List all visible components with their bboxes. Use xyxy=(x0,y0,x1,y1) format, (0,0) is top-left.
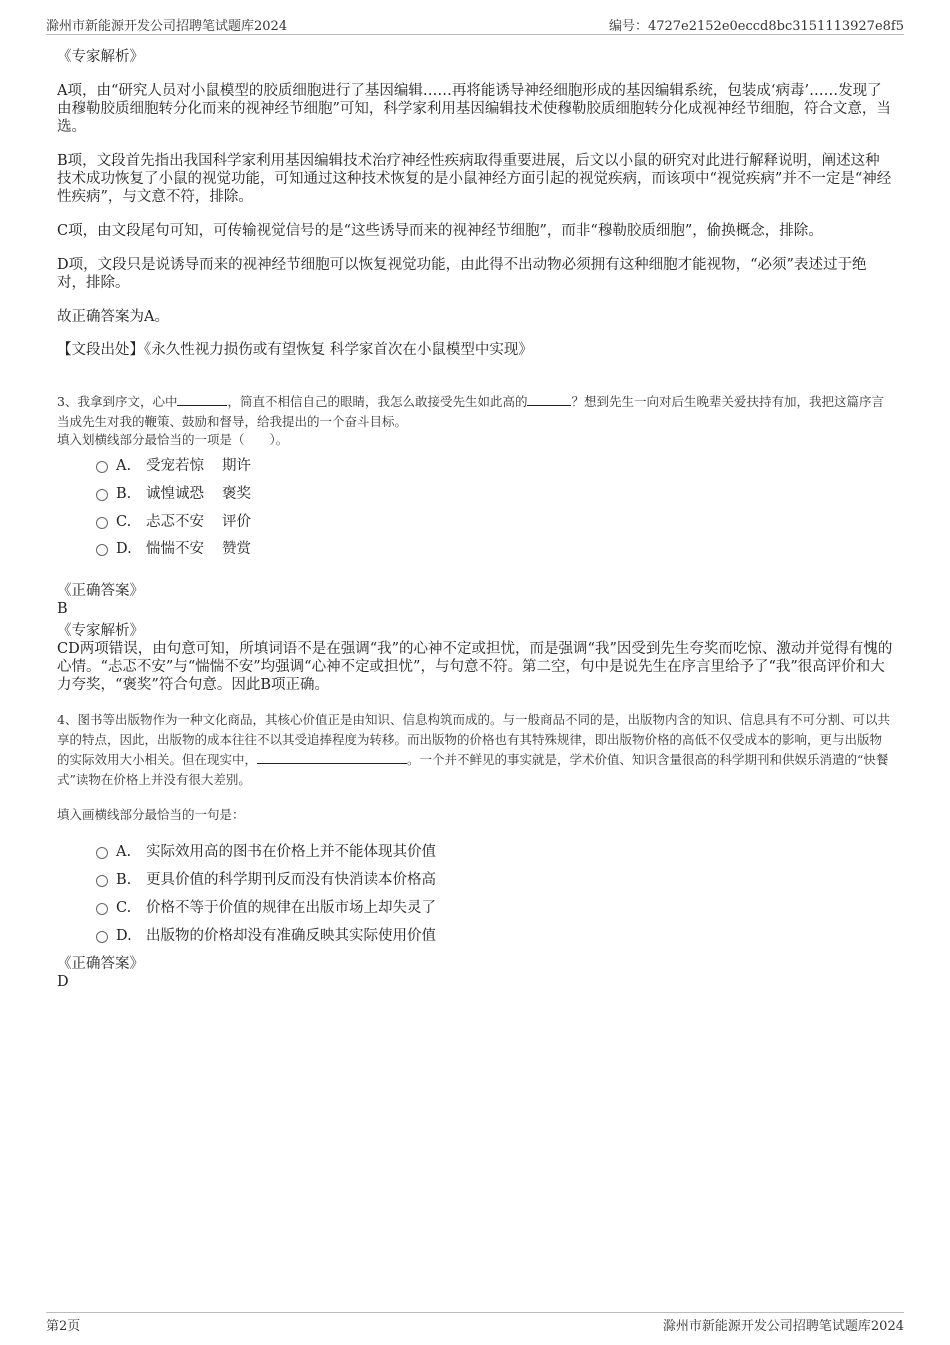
radio-icon[interactable] xyxy=(96,903,108,915)
header-serial: 编号：4727e2152e0eccd8bc3151113927e8f5 xyxy=(608,19,904,34)
q4-stem-part2: 。一个并不鲜见的事实就是，学术价值、知识含量很高的科学期刊和供娱乐消遣的“快餐式”读物在价格上并没有很大差别。 xyxy=(57,752,889,787)
q4-prompt: 填入画横线部分最恰当的一句是： xyxy=(57,807,245,822)
radio-icon[interactable] xyxy=(96,489,108,501)
q3-analysis-title: 《专家解析》 xyxy=(57,623,144,639)
page-header xyxy=(46,12,904,35)
q2-source: 【文段出处】《永久性视力损伤或有望恢复 科学家首次在小鼠模型中实现》 xyxy=(57,342,533,358)
page-number: 第2页 xyxy=(46,1319,81,1334)
q3-option-a[interactable]: A. 受宠若惊 期许 xyxy=(96,454,251,476)
radio-icon[interactable] xyxy=(96,931,108,943)
q2-analysis-title: 《专家解析》 xyxy=(57,49,144,65)
q4-option-a[interactable]: A. 实际效用高的图书在价格上并不能体现其价值 xyxy=(96,840,436,862)
q2-conclusion: 故正确答案为A。 xyxy=(57,309,169,325)
q4-stem xyxy=(57,710,893,790)
q3-blank-1 xyxy=(177,393,227,406)
footer-title: 滁州市新能源开发公司招聘笔试题库2024 xyxy=(662,1319,904,1334)
q3-stem-part3: ？想到先生一向对后生晚辈关爱扶持有加，我把这篇序言当成先生对我的鞭策、鼓励和督导，给我提出的一个奋斗目标。 xyxy=(57,394,884,429)
q3-answer: B xyxy=(57,601,68,617)
q3-analysis: CD两项错误，由句意可知，所填词语不是在强调“我”的心神不定或担忧，而是强调“我”因受到先生夸奖而吃惊、激动并觉得有愧的心情。“忐忑不安”与“惴惴不安”均强调“心神不定或担忧”，与句意不符。第二空，句中是说先生在序言里给予了“我”很高评价和大力夸奖，“褒奖”符合句意。因此B项正确。 xyxy=(57,641,893,693)
q4-stem-part1: 4、图书等出版物作为一种文化商品，其核心价值正是由知识、信息构筑而成的。与一般商品不同的是，出版物内含的知识、信息具有不可分割、可以共享的特点，因此，出版物的成本往往不以其受追捧程度为转移。而出版物的价格也有其特殊规律，即出版物价格的高低不仅受成本的影响，更与出版物的实际效用大小相关。但在现实中， xyxy=(57,712,890,767)
q2-analysis-a: A项，由“研究人员对小鼠模型的胶质细胞进行了基因编辑……再将能诱导神经细胞形成的基因编辑系统，包装成‘病毒’……发现了由穆勒胶质细胞转分化而来的视神经节细胞”可知，科学家利用基因编辑技术使穆勒胶质细胞转分化成视神经节细胞，符合文意，当选。 xyxy=(57,83,891,135)
radio-icon[interactable] xyxy=(96,847,108,859)
q4-answer-title: 《正确答案》 xyxy=(57,956,144,972)
q2-analysis-b: B项，文段首先指出我国科学家利用基因编辑技术治疗神经性疾病取得重要进展，后文以小鼠的研究对此进行解释说明，阐述这种技术成功恢复了小鼠的视觉功能，可知通过这种技术恢复的是小鼠神经方面引起的视觉疾病，而该项中“视觉疾病”并不一定是“神经性疾病”，与文意不符，排除。 xyxy=(57,153,892,205)
q2-analysis-d: D项，文段只是说诱导而来的视神经节细胞可以恢复视觉功能，由此得不出动物必须拥有这种细胞才能视物，“必须”表述过于绝对，排除。 xyxy=(57,257,867,291)
q2-analysis-c: C项，由文段尾句可知，可传输视觉信号的是“这些诱导而来的视神经节细胞”，而非“穆勒胶质细胞”，偷换概念，排除。 xyxy=(57,223,823,239)
q3-stem xyxy=(57,392,893,432)
q4-answer: D xyxy=(57,974,69,990)
page-footer xyxy=(46,1312,904,1337)
q4-option-d[interactable]: D. 出版物的价格却没有准确反映其实际使用价值 xyxy=(96,924,436,946)
q3-stem-part2: ，简直不相信自己的眼睛，我怎么敢接受先生如此高的 xyxy=(227,394,528,409)
q3-stem-part1: 3、我拿到序文，心中 xyxy=(57,394,178,409)
q3-answer-title: 《正确答案》 xyxy=(57,583,144,599)
radio-icon[interactable] xyxy=(96,517,108,529)
q4-blank xyxy=(257,751,407,764)
q3-blank-2 xyxy=(527,393,571,406)
radio-icon[interactable] xyxy=(96,461,108,473)
q4-option-b[interactable]: B. 更具价值的科学期刊反而没有快消读本价格高 xyxy=(96,868,436,890)
q3-prompt: 填入划横线部分最恰当的一项是（ ）。 xyxy=(57,432,289,447)
header-title: 滁州市新能源开发公司招聘笔试题库2024 xyxy=(46,19,288,34)
q3-option-b[interactable]: B. 诚惶诚恐 褒奖 xyxy=(96,482,251,504)
radio-icon[interactable] xyxy=(96,544,108,556)
q3-option-d[interactable]: D. 惴惴不安 赞赏 xyxy=(96,537,251,559)
q3-option-c[interactable]: C. 忐忑不安 评价 xyxy=(96,510,251,532)
radio-icon[interactable] xyxy=(96,875,108,887)
q4-option-c[interactable]: C. 价格不等于价值的规律在出版市场上却失灵了 xyxy=(96,896,436,918)
